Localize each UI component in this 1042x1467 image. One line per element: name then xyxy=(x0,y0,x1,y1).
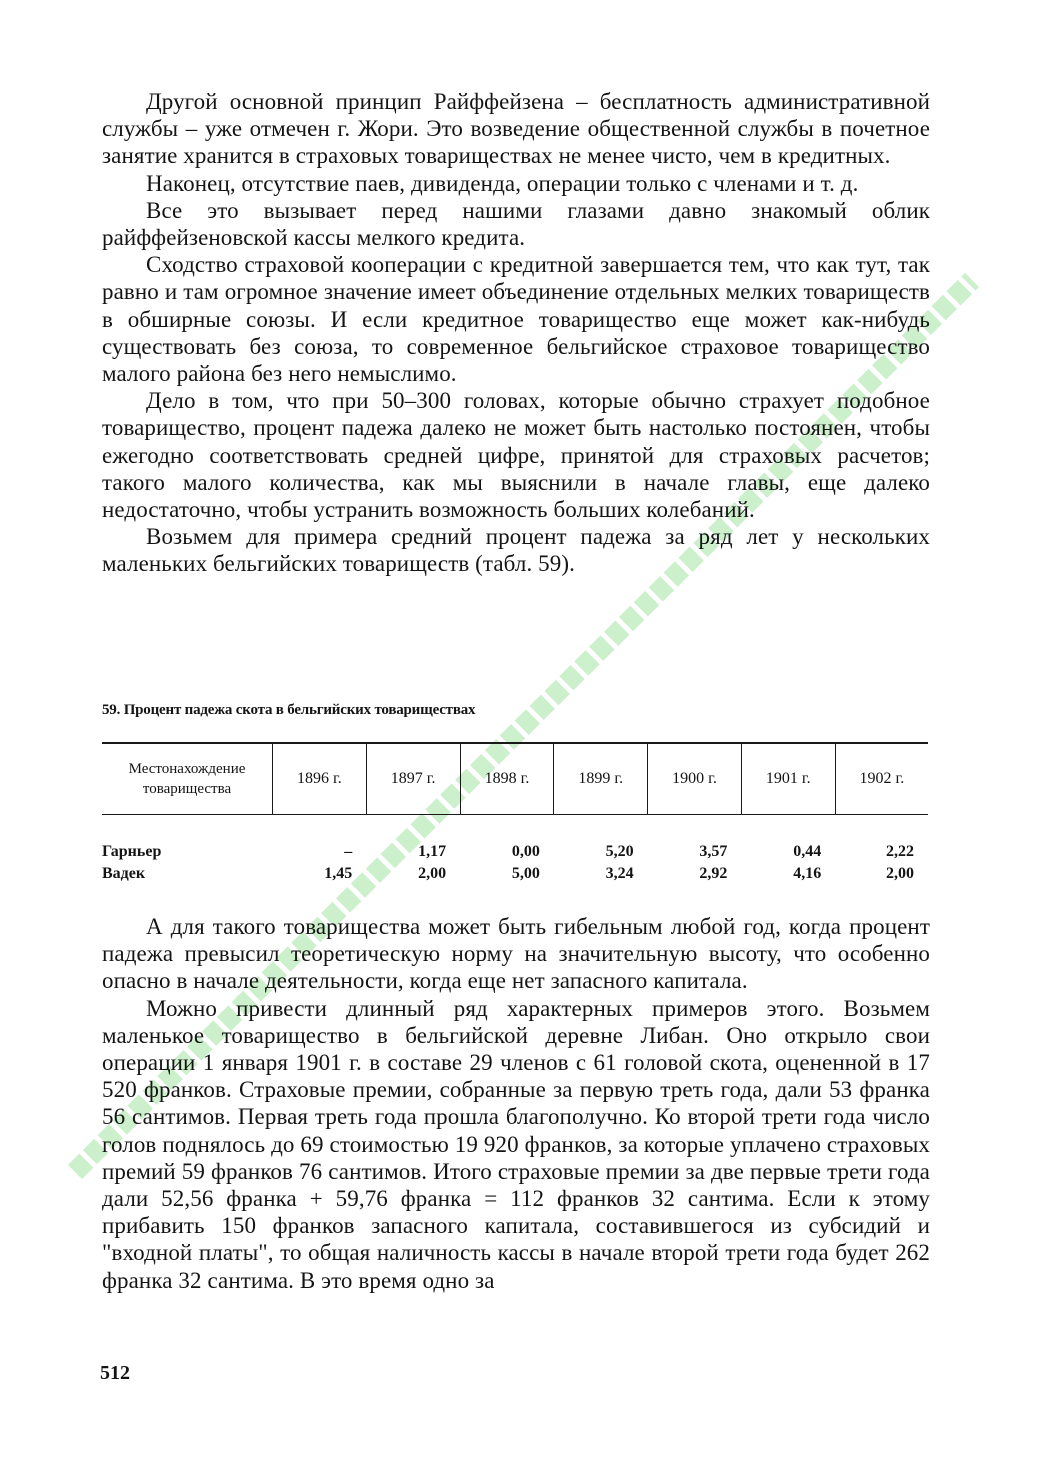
paragraph: Наконец, отсутствие паев, дивиденда, операции только с членами и т. д. xyxy=(146,170,859,196)
paragraph: Возьмем для примера средний процент падежа за ряд лет у нескольких маленьких бельгийских товариществ (табл. 59). xyxy=(102,524,930,577)
year-header: 1900 г. xyxy=(648,743,742,815)
table-cell: 1,45 xyxy=(324,865,353,882)
table-cell: 2,92 xyxy=(699,865,728,882)
table-row xyxy=(102,863,928,885)
page-number: 512 xyxy=(100,1362,130,1384)
table-cell: 2,22 xyxy=(886,843,914,860)
body-text-bottom xyxy=(102,913,930,1294)
table-cell: 5,00 xyxy=(511,865,540,882)
table-cell: 0,44 xyxy=(793,843,822,860)
year-header: 1898 г. xyxy=(460,743,554,815)
row-label: Вадек xyxy=(102,865,146,882)
table-cell: 2,00 xyxy=(418,865,447,882)
table-cell: 3,24 xyxy=(605,865,634,882)
location-header: Местонахождение товарищества xyxy=(102,743,273,815)
row-label: Гарньер xyxy=(102,843,162,860)
mortality-table xyxy=(102,742,928,885)
year-header: 1899 г. xyxy=(554,743,648,815)
table-cell: 2,00 xyxy=(886,865,914,882)
table-cell: 5,20 xyxy=(605,843,634,860)
paragraph: Можно привести длинный ряд характерных примеров этого. Возьмем маленькое товарищество в бельгийской деревне Либан. Оно открыло свои операции 1 января 1901 г. в составе 29 членов с 61 головой скота, оцененной в 17 520 франков. Страховые премии, собранные за первую треть года, дали 53 франка 56 сантимов. Первая треть года прошла благополучно. Ко второй трети года число голов поднялось до 69 стоимостью 19 920 франков, за которые уплачено страховых премий 59 франков 76 сантимов. Итого страховые премии за две первые трети года дали 52,56 франка + 59,76 франка = 112 франков 32 сантима. Если к этому прибавить 150 франков запасного капитала, составившегося из субсидий и "входной платы", то общая наличность кассы в начале второй трети года будет 262 франка 32 сантима. В это время одно за xyxy=(102,995,930,1293)
paragraph: Все это вызывает перед нашими глазами давно знакомый облик райффейзеновской кассы мелкого кредита. xyxy=(102,197,930,251)
table-cell: – xyxy=(344,843,353,860)
year-header: 1897 г. xyxy=(366,743,460,815)
year-header: 1901 г. xyxy=(741,743,835,815)
year-header: 1896 г. xyxy=(273,743,367,815)
table-cell: 1,17 xyxy=(418,843,447,860)
table-row xyxy=(102,841,928,863)
paragraph: Дело в том, что при 50–300 головах, которые обычно страхует подобное товарищество, процент падежа далеко не может быть настолько постоянен, чтобы ежегодно соответствовать средней цифре, принятой для страховых расчетов; такого малого количества, как мы выяснили в начале главы, еще далеко недостаточно, чтобы устранить возможность больших колебаний. xyxy=(102,388,930,523)
table-spacer xyxy=(102,815,928,842)
paragraph: А для такого товарищества может быть гибельным любой год, когда процент падежа превысил теоретическую норму на значительную высоту, что особенно опасно в начале деятельности, когда еще нет запасного капитала. xyxy=(102,914,930,994)
paragraph: Другой основной принцип Райффейзена – бесплатность административной службы – уже отмечен г. Жори. Это возведение общественной службы в почетное занятие хранится в страховых товариществах не менее чисто, чем в кредитных. xyxy=(102,89,930,169)
table-cell: 3,57 xyxy=(699,843,728,860)
table-cell: 0,00 xyxy=(511,843,540,860)
table-caption: 59. Процент падежа скота в бельгийских товариществах xyxy=(102,702,476,718)
year-header: 1902 г. xyxy=(835,743,928,815)
table-header-row xyxy=(102,743,928,815)
table-cell: 4,16 xyxy=(793,865,822,882)
body-text-top xyxy=(102,88,930,578)
paragraph: Сходство страховой кооперации с кредитной завершается тем, что как тут, так равно и там огромное значение имеет объединение отдельных мелких товариществ в обширные союзы. И если кредитное товарищество еще может как-нибудь существовать без союза, то современное бельгийское страховое товарищество малого района без него немыслимо. xyxy=(102,252,930,387)
